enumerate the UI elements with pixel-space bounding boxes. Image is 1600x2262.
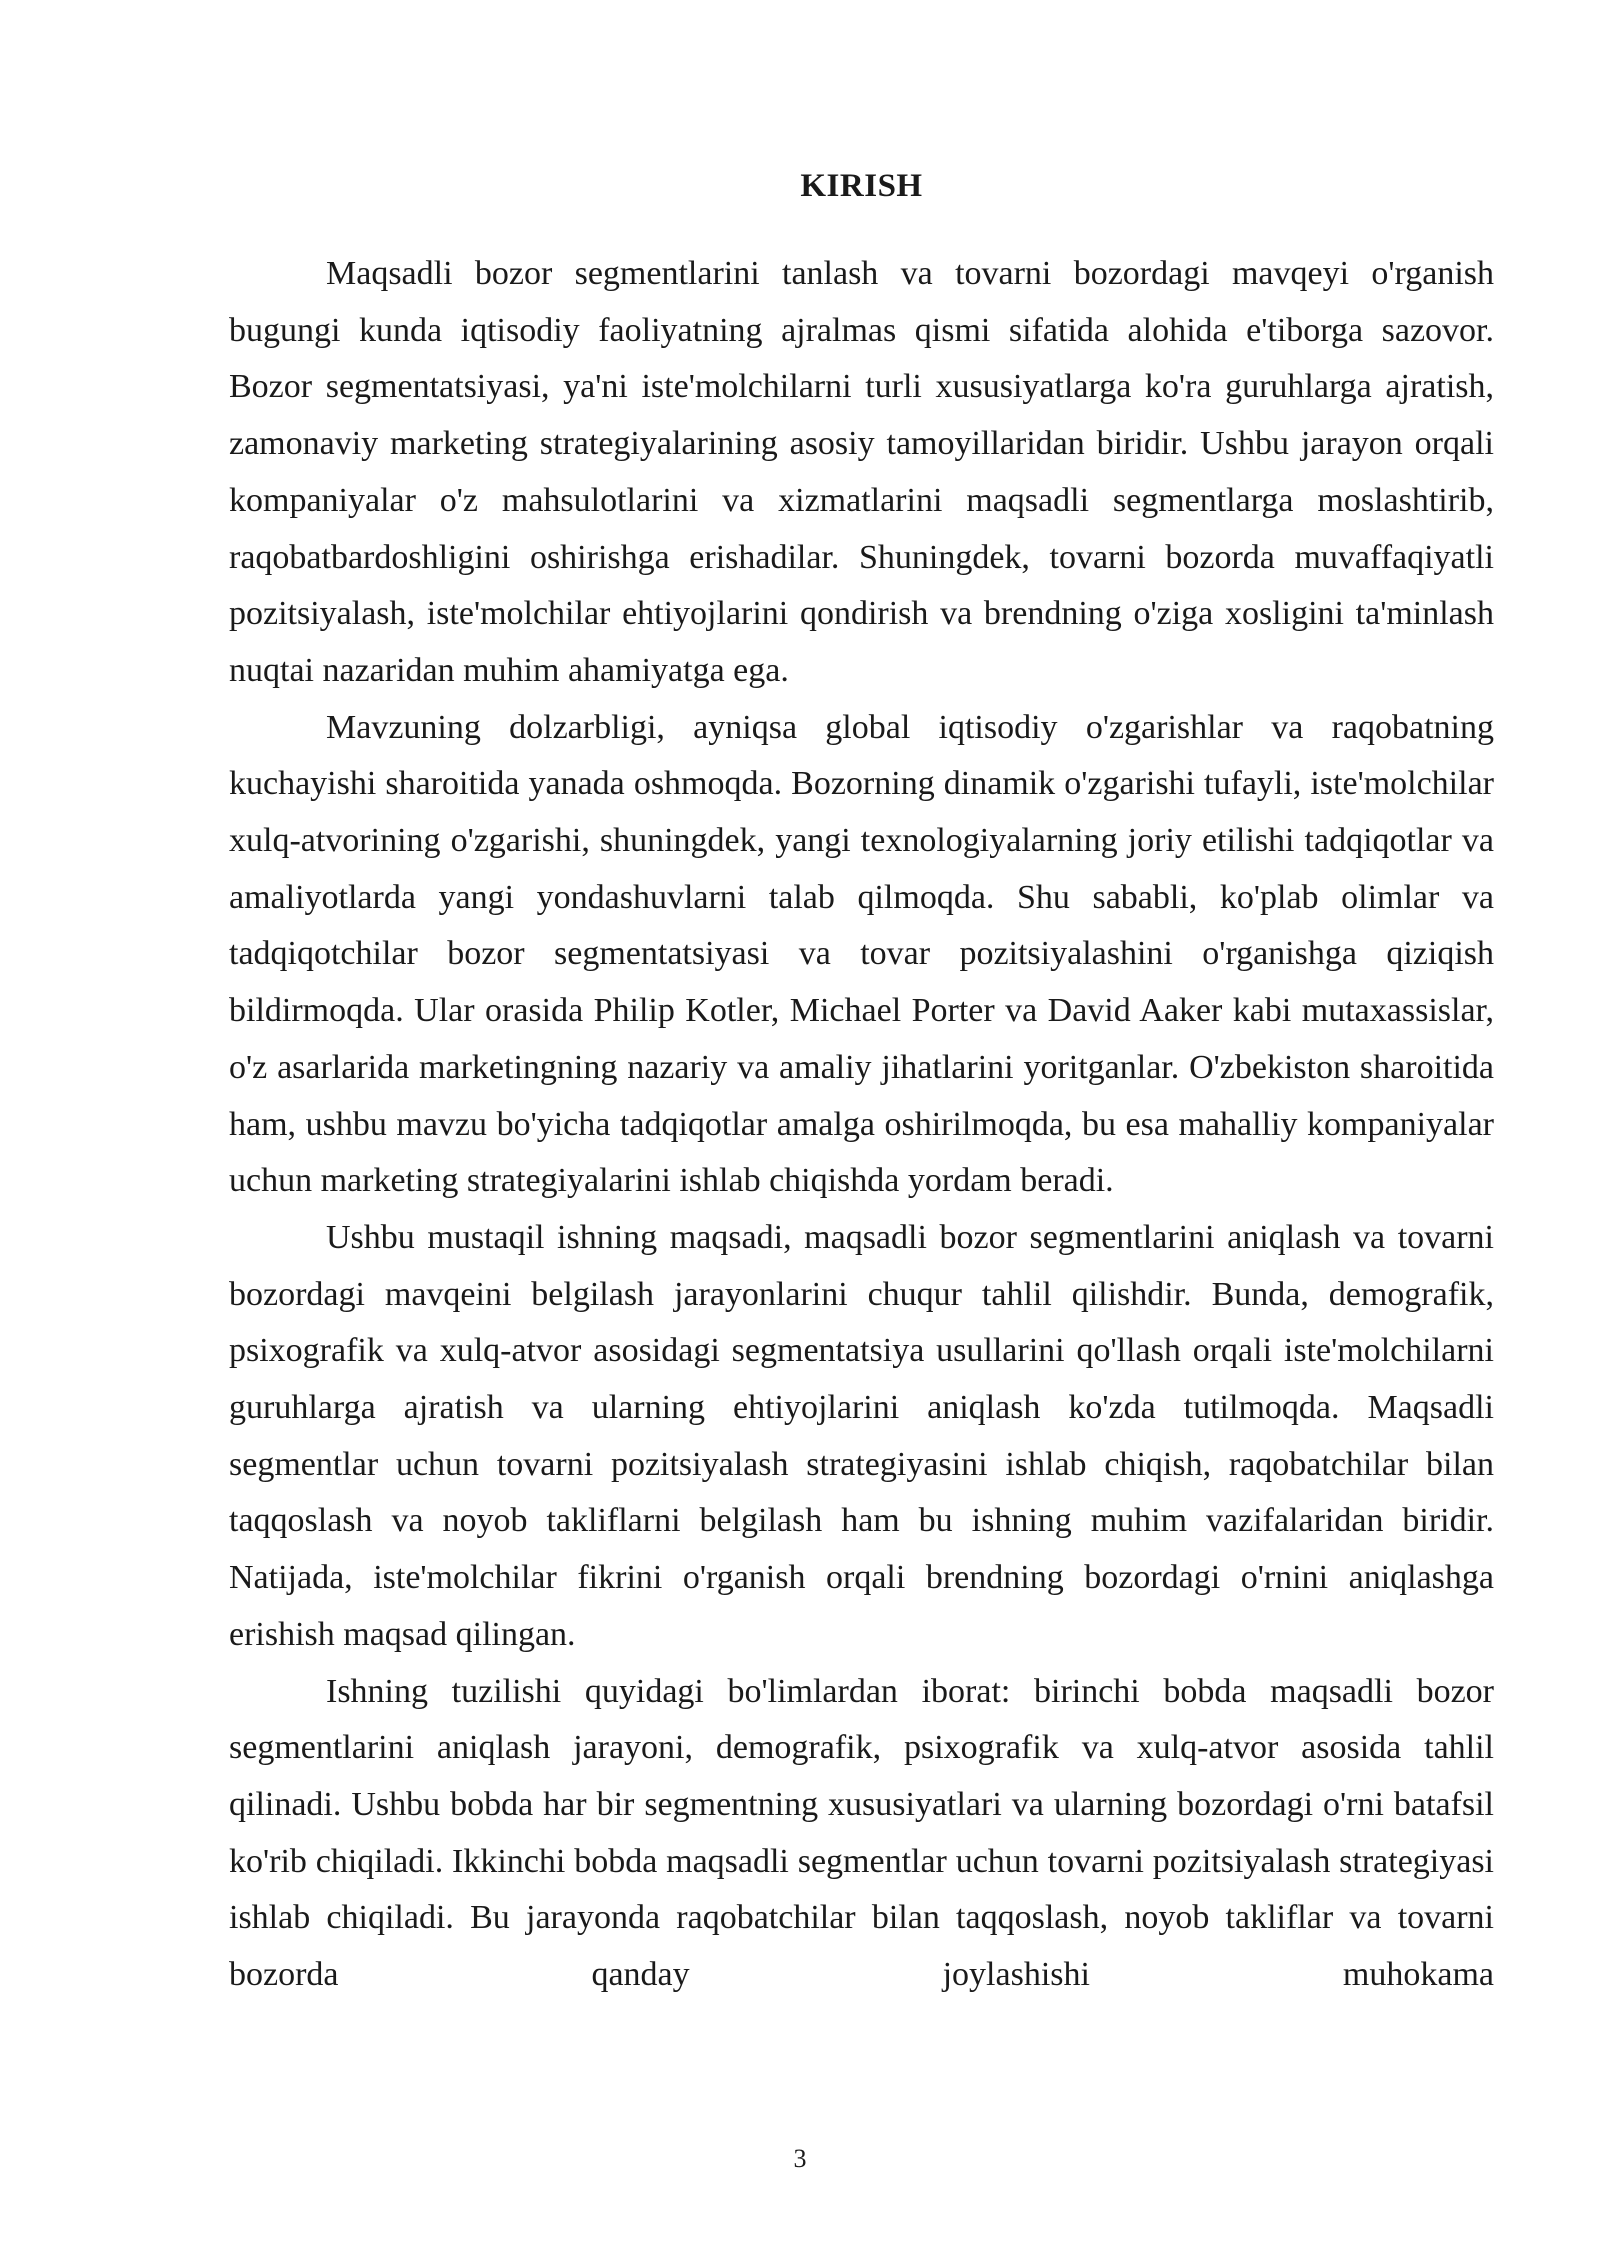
page-title: KIRISH: [800, 168, 923, 204]
paragraph-purpose: Ushbu mustaqil ishning maqsadi, maqsadli bozor segmentlarini aniqlash va tovarni bozordagi mavqeini belgilash jarayonlarini chuqur tahlil qilishdir. Bunda, demografik, psixografik va xulq-atvor asosidagi segmentatsiya usullarini qo'llash orqali iste'molchilarni guruhlarga ajratish va ularning ehtiyojlarini aniqlash ko'zda tutilmoqda. Maqsadli segmentlar uchun tovarni pozitsiyalash strategiyasini ishlab chiqish, raqobatchilar bilan taqqoslash va noyob takliflarni belgilash ham bu ishning muhim vazifalaridan biridir. Natijada, iste'molchilar fikrini o'rganish orqali brendning bozordagi o'rnini aniqlashga erishish maqsad qilingan.: [229, 1218, 1494, 1653]
page-number: 3: [793, 2144, 807, 2173]
paragraph-structure: Ishning tuzilishi quyidagi bo'limlardan iborat: birinchi bobda maqsadli bozor segmentlarini aniqlash jarayoni, demografik, psixografik va xulq-atvor asosida tahlil qilinadi. Ushbu bobda har bir segmentning xususiyatlari va ularning bozordagi o'rni batafsil ko'rib chiqiladi. Ikkinchi bobda maqsadli segmentlar uchun tovarni pozitsiyalash strategiyasi ishlab chiqiladi. Bu jarayonda raqobatchilar bilan taqqoslash, noyob takliflar va tovarni bozorda qanday joylashishi muhokama: [229, 1672, 1494, 1994]
body-text: [229, 246, 1494, 2004]
paragraph-relevance: Mavzuning dolzarbligi, ayniqsa global iqtisodiy o'zgarishlar va raqobatning kuchayishi sharoitida yanada oshmoqda. Bozorning dinamik o'zgarishi tufayli, iste'molchilar xulq-atvorining o'zgarishi, shuningdek, yangi texnologiyalarning joriy etilishi tadqiqotlar va amaliyotlarda yangi yondashuvlarni talab qilmoqda. Shu sababli, ko'plab olimlar va tadqiqotchilar bozor segmentatsiyasi va tovar pozitsiyalashini o'rganishga qiziqish bildirmoqda. Ular orasida Philip Kotler, Michael Porter va David Aaker kabi mutaxassislar, o'z asarlarida marketingning nazariy va amaliy jihatlarini yoritganlar. O'zbekiston sharoitida ham, ushbu mavzu bo'yicha tadqiqotlar amalga oshirilmoqda, bu esa mahalliy kompaniyalar uchun marketing strategiyalarini ishlab chiqishda yordam beradi.: [229, 708, 1494, 1200]
paragraph-intro: Maqsadli bozor segmentlarini tanlash va tovarni bozordagi mavqeyi o'rganish bugungi kunda iqtisodiy faoliyatning ajralmas qismi sifatida alohida e'tiborga sazovor. Bozor segmentatsiyasi, ya'ni iste'molchilarni turli xususiyatlarga ko'ra guruhlarga ajratish, zamonaviy marketing strategiyalarining asosiy tamoyillaridan biridir. Ushbu jarayon orqali kompaniyalar o'z mahsulotlarini va xizmatlarini maqsadli segmentlarga moslashtirib, raqobatbardoshligini oshirishga erishadilar. Shuningdek, tovarni bozorda muvaffaqiyatli pozitsiyalash, iste'molchilar ehtiyojlarini qondirish va brendning o'ziga xosligini ta'minlash nuqtai nazaridan muhim ahamiyatga ega.: [229, 255, 1494, 689]
